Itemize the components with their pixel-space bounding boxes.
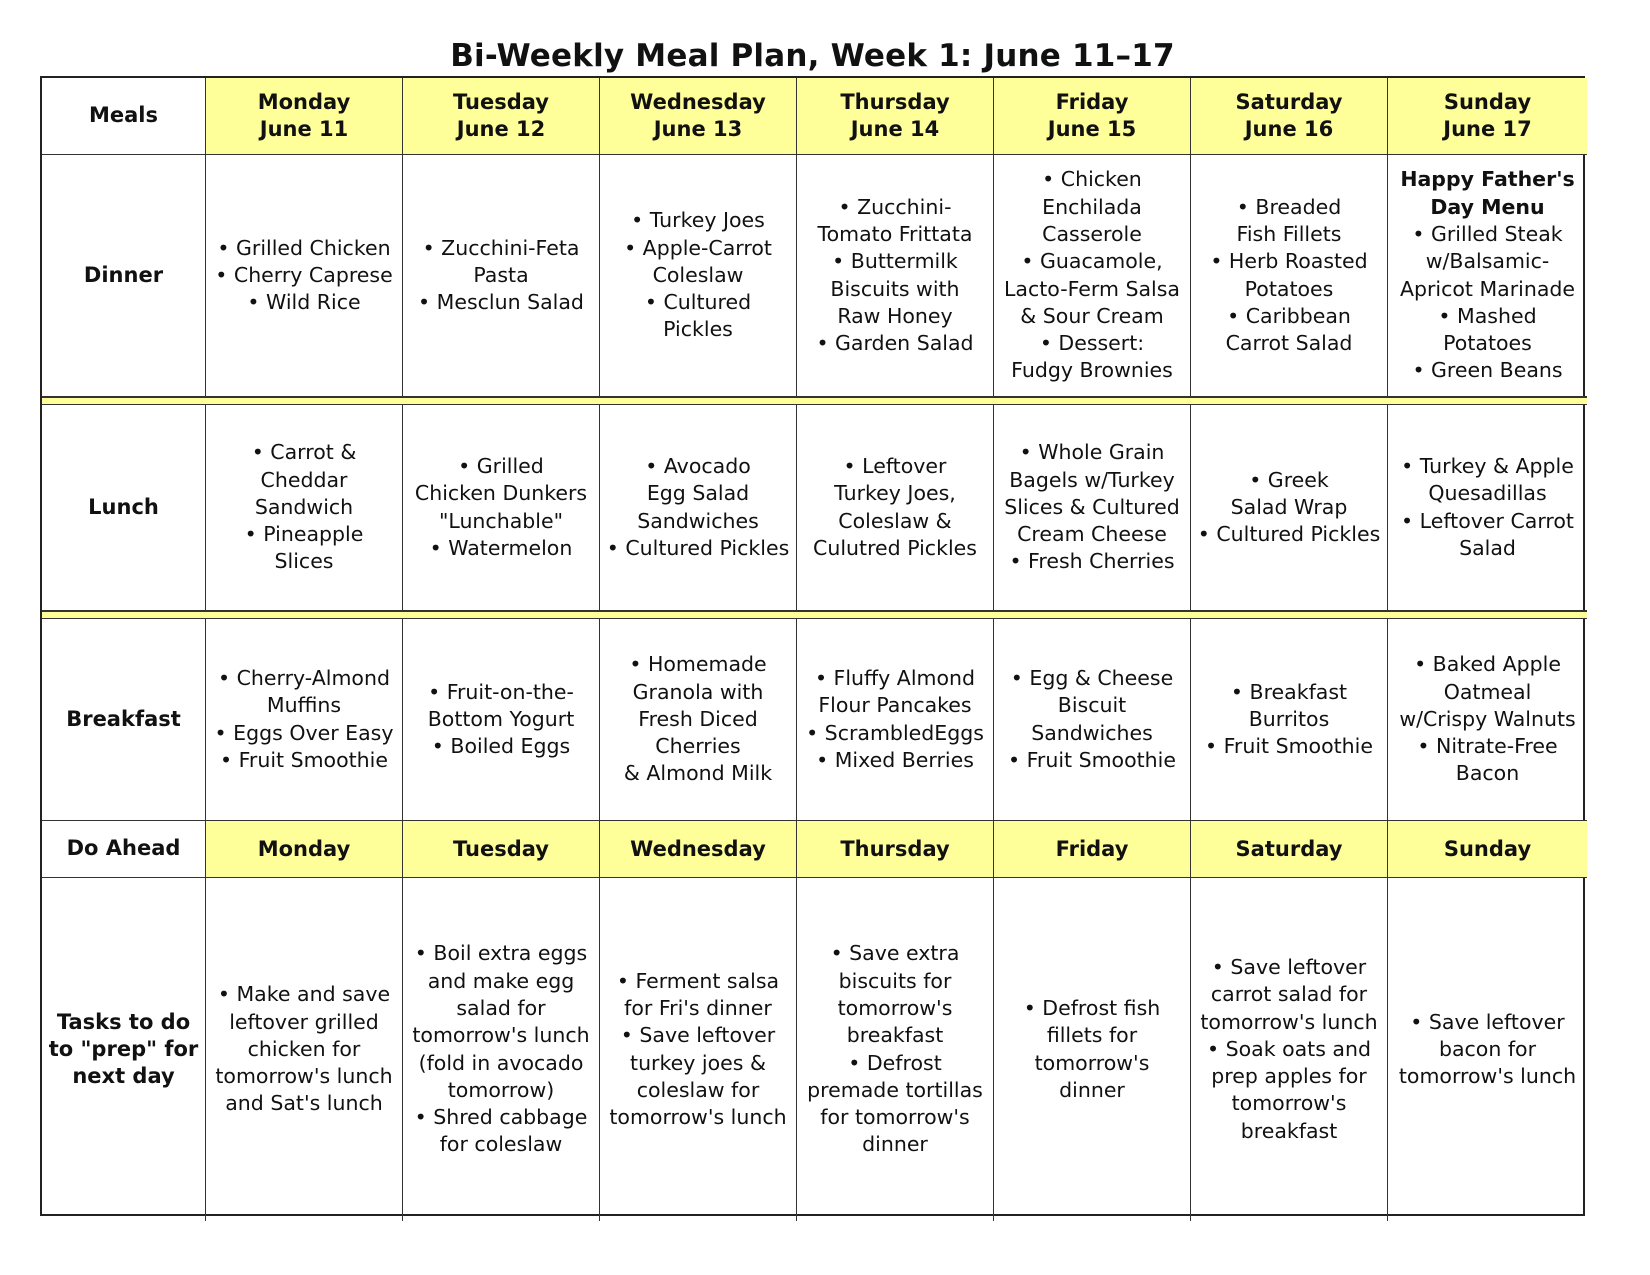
cell-line: Salad Wrap <box>1230 494 1348 519</box>
meals-header-cell <box>42 78 206 155</box>
do-ahead-day-saturday <box>1191 821 1388 878</box>
cell-line: • Save leftover <box>620 1023 776 1048</box>
cell-line: • Avocado <box>645 453 751 478</box>
task-cell <box>1388 878 1587 1221</box>
cell-line: • Guacamole, <box>1021 249 1163 274</box>
lunch-cell <box>206 405 403 611</box>
cell-line: • Mesclun Salad <box>418 290 584 315</box>
lunch-cell <box>1191 405 1388 611</box>
cell-line: • Mashed <box>1438 303 1537 328</box>
cell-line: • Cultured Pickles <box>1197 522 1381 547</box>
cell-line: turkey joes & <box>630 1050 766 1075</box>
day-date: June 16 <box>1244 117 1334 141</box>
cell-line: to "prep" for <box>48 1036 199 1061</box>
cell-line: (fold in avocado <box>418 1050 584 1075</box>
cell-line: tomorrow's lunch <box>215 1064 393 1089</box>
cell-line: • Homemade <box>629 652 767 677</box>
lunch-cell <box>797 405 994 611</box>
day-header-wednesday <box>600 78 797 155</box>
day-name: Saturday <box>1235 90 1343 114</box>
breakfast-cell <box>206 619 403 821</box>
cell-line: • Whole Grain <box>1019 440 1165 465</box>
cell-line: & Almond Milk <box>623 761 773 786</box>
cell-line: Cheddar <box>260 467 348 492</box>
cell-line: • Fluffy Almond <box>814 665 976 690</box>
tasks-row-label <box>42 878 206 1221</box>
cell-line: Muffins <box>266 693 342 718</box>
cell-line: Cream Cheese <box>1017 522 1167 547</box>
cell-line: • Ferment salsa <box>616 968 780 993</box>
day-name: Tuesday <box>453 836 549 861</box>
cell-line: w/Balsamic- <box>1425 249 1550 274</box>
cell-line: tomorrow) <box>447 1077 555 1102</box>
cell-line: • Cherry-Almond <box>218 665 390 690</box>
cell-line: dinner <box>1059 1077 1125 1102</box>
cell-line: Pickles <box>663 317 733 342</box>
cell-line: Sandwiches <box>637 508 759 533</box>
cell-line: tomorrow's <box>1231 1091 1347 1116</box>
task-cell <box>600 878 797 1221</box>
cell-line: chicken for <box>247 1036 361 1061</box>
cell-line: Culutred Pickles <box>813 535 977 560</box>
cell-line: • Fruit Smoothie <box>220 747 388 772</box>
cell-line: bacon for <box>1438 1036 1537 1061</box>
cell-line: • Leftover Carrot <box>1401 508 1574 533</box>
cell-line: • Save extra <box>830 941 960 966</box>
cell-line: Raw Honey <box>837 303 953 328</box>
day-date: June 15 <box>1047 117 1137 141</box>
day-date: June 17 <box>1443 117 1532 141</box>
cell-line: Potatoes <box>1244 276 1334 301</box>
cell-line: • Soak oats and <box>1206 1036 1371 1061</box>
cell-line: Biscuits with <box>830 276 960 301</box>
cell-line: Happy Father's <box>1400 167 1575 192</box>
cell-line: • Chicken <box>1042 167 1142 192</box>
breakfast-cell <box>600 619 797 821</box>
cell-line: Tomato Frittata <box>817 221 973 246</box>
row-label: Dinner <box>83 262 164 287</box>
breakfast-cell <box>797 619 994 821</box>
breakfast-cell <box>403 619 600 821</box>
day-name: Monday <box>257 836 351 861</box>
day-date: June 11 <box>259 117 349 141</box>
cell-line: Salad <box>1459 535 1516 560</box>
cell-line: Day Menu <box>1430 194 1545 219</box>
row-label: Breakfast <box>66 706 181 731</box>
cell-line: Bagels w/Turkey <box>1009 467 1175 492</box>
cell-line: • Watermelon <box>429 535 573 560</box>
cell-line: tomorrow's lunch <box>1200 1009 1378 1034</box>
dinner-row-label <box>42 155 206 397</box>
day-name: Tuesday <box>453 90 549 114</box>
cell-line: tomorrow's lunch <box>609 1105 787 1130</box>
breakfast-cell <box>994 619 1191 821</box>
lunch-cell <box>403 405 600 611</box>
dinner-cell <box>403 155 600 397</box>
day-name: Wednesday <box>630 90 766 114</box>
cell-line: • Boil extra eggs <box>414 941 588 966</box>
lunch-cell <box>1388 405 1587 611</box>
cell-line: • Defrost <box>848 1050 942 1075</box>
cell-line: • Herb Roasted <box>1210 249 1368 274</box>
cell-line: • Mixed Berries <box>816 747 974 772</box>
cell-line: • Fresh Cherries <box>1009 549 1175 574</box>
day-header-tuesday <box>403 78 600 155</box>
day-name: Saturday <box>1235 836 1343 861</box>
cell-line: Apricot Marinade <box>1399 276 1576 301</box>
row-separator <box>42 611 1587 619</box>
cell-line: Lacto-Ferm Salsa <box>1004 276 1180 301</box>
cell-line: • Garden Salad <box>816 331 974 356</box>
cell-line: • Pineapple <box>244 522 364 547</box>
cell-line: • Wild Rice <box>247 290 361 315</box>
cell-line: tomorrow's lunch <box>1398 1064 1577 1089</box>
cell-line: Chicken Dunkers <box>414 481 588 506</box>
cell-line: • Fruit Smoothie <box>1008 747 1176 772</box>
cell-line: "Lunchable" <box>438 508 564 533</box>
cell-line: & Sour Cream <box>1020 303 1164 328</box>
cell-line: Quesadillas <box>1428 481 1547 506</box>
cell-line: Fudgy Brownies <box>1011 358 1173 383</box>
cell-line: Flour Pancakes <box>818 693 972 718</box>
cell-line: Tasks to do <box>56 1009 191 1034</box>
dinner-cell <box>206 155 403 397</box>
cell-line: • Grilled <box>458 453 544 478</box>
cell-line: • Zucchini-Feta <box>422 235 580 260</box>
cell-line: • Save leftover <box>1211 954 1367 979</box>
cell-line: Oatmeal <box>1443 679 1532 704</box>
cell-line: w/Crispy Walnuts <box>1399 706 1576 731</box>
do-ahead-day-tuesday <box>403 821 600 878</box>
day-name: Friday <box>1055 836 1129 861</box>
do-ahead-day-monday <box>206 821 403 878</box>
day-date: June 13 <box>653 117 743 141</box>
dinner-cell <box>600 155 797 397</box>
cell-line: • Defrost fish <box>1023 995 1161 1020</box>
cell-line: Slices <box>274 549 334 574</box>
cell-line: • Caribbean <box>1227 303 1351 328</box>
cell-line: • Fruit Smoothie <box>1205 734 1373 759</box>
cell-line: • Egg & Cheese <box>1010 665 1174 690</box>
meal-plan-table <box>40 76 1585 1216</box>
cell-line: Burritos <box>1248 706 1330 731</box>
day-header-friday <box>994 78 1191 155</box>
day-name: Monday <box>257 90 351 114</box>
dinner-cell <box>797 155 994 397</box>
cell-line: • Breakfast <box>1230 679 1348 704</box>
meals-label: Meals <box>88 103 158 128</box>
cell-line: premade tortillas <box>807 1077 983 1102</box>
cell-line: • Save leftover <box>1410 1009 1565 1034</box>
cell-line: Enchilada <box>1042 194 1142 219</box>
cell-line: • Nitrate-Free <box>1417 734 1558 759</box>
cell-line: • ScrambledEggs <box>806 720 984 745</box>
cell-line: • Baked Apple <box>1414 652 1561 677</box>
cell-line: Carrot Salad <box>1225 331 1353 356</box>
do-ahead-day-sunday <box>1388 821 1587 878</box>
cell-line: tomorrow's lunch <box>412 1023 590 1048</box>
cell-line: Bottom Yogurt <box>427 706 575 731</box>
cell-line: breakfast <box>846 1023 944 1048</box>
cell-line: • Cherry Caprese <box>215 262 393 287</box>
cell-line: • Breaded <box>1236 194 1342 219</box>
cell-line: Fresh Diced <box>638 706 758 731</box>
cell-line: • Make and save <box>217 982 391 1007</box>
day-name: Sunday <box>1443 836 1532 861</box>
cell-line: carrot salad for <box>1210 982 1368 1007</box>
row-separator <box>42 397 1587 405</box>
cell-line: tomorrow's <box>1034 1050 1150 1075</box>
row-label: Lunch <box>88 494 159 519</box>
cell-line: Coleslaw <box>652 262 744 287</box>
cell-line: • Grilled Chicken <box>217 235 391 260</box>
task-cell <box>797 878 994 1221</box>
cell-line: tomorrow's <box>837 995 953 1020</box>
cell-line: Egg Salad <box>646 481 750 506</box>
cell-line: for tomorrow's <box>820 1105 970 1130</box>
cell-line: Sandwiches <box>1031 720 1153 745</box>
cell-line: breakfast <box>1240 1118 1338 1143</box>
dinner-cell <box>1191 155 1388 397</box>
cell-line: Sandwich <box>254 494 354 519</box>
day-header-thursday <box>797 78 994 155</box>
cell-line: biscuits for <box>838 968 952 993</box>
day-date: June 12 <box>456 117 546 141</box>
cell-line: dinner <box>862 1132 928 1157</box>
page-title: Bi-Weekly Meal Plan, Week 1: June 11–17 <box>450 38 1175 74</box>
cell-line: Bacon <box>1455 761 1520 786</box>
cell-line: • Turkey & Apple <box>1401 453 1574 478</box>
cell-line: • Fruit-on-the- <box>428 679 574 704</box>
cell-line: Casserole <box>1042 221 1142 246</box>
cell-line: salad for <box>456 995 546 1020</box>
day-name: Thursday <box>840 836 950 861</box>
task-cell <box>994 878 1191 1221</box>
do-ahead-day-friday <box>994 821 1191 878</box>
cell-line: Coleslaw & <box>838 508 952 533</box>
cell-line: Pasta <box>473 262 529 287</box>
cell-line: leftover grilled <box>229 1009 379 1034</box>
cell-line: Granola with <box>632 679 764 704</box>
day-header-sunday <box>1388 78 1587 155</box>
cell-line: Slices & Cultured <box>1004 494 1180 519</box>
cell-line: • Turkey Joes <box>631 208 765 233</box>
cell-line: Cherries <box>655 734 741 759</box>
dinner-cell <box>1388 155 1587 397</box>
cell-line: coleslaw for <box>636 1077 760 1102</box>
cell-line: • Cultured <box>644 290 752 315</box>
lunch-cell <box>994 405 1191 611</box>
cell-line: • Grilled Steak <box>1412 221 1563 246</box>
cell-line: next day <box>72 1064 175 1089</box>
cell-line: prep apples for <box>1211 1064 1367 1089</box>
cell-line: • Leftover <box>843 453 947 478</box>
do-ahead-label <box>42 821 206 878</box>
day-name: Thursday <box>840 90 950 114</box>
cell-line: Potatoes <box>1443 331 1532 356</box>
breakfast-cell <box>1191 619 1388 821</box>
cell-line: for coleslaw <box>439 1132 563 1157</box>
breakfast-row-label <box>42 619 206 821</box>
day-date: June 14 <box>850 117 940 141</box>
cell-line: • Buttermilk <box>832 249 958 274</box>
day-name: Friday <box>1055 90 1129 114</box>
cell-line: • Zucchini- <box>838 194 952 219</box>
do-ahead-day-thursday <box>797 821 994 878</box>
cell-line: Turkey Joes, <box>834 481 956 506</box>
cell-line: for Fri's dinner <box>624 995 772 1020</box>
row-label: Do Ahead <box>66 836 181 861</box>
task-cell <box>403 878 600 1221</box>
task-cell <box>206 878 403 1221</box>
cell-line: Fish Fillets <box>1236 221 1342 246</box>
task-cell <box>1191 878 1388 1221</box>
day-header-monday <box>206 78 403 155</box>
cell-line: Biscuit <box>1057 693 1127 718</box>
cell-line: • Shred cabbage <box>414 1105 588 1130</box>
cell-line: • Greek <box>1249 467 1329 492</box>
day-name: Wednesday <box>630 836 766 861</box>
dinner-cell <box>994 155 1191 397</box>
breakfast-cell <box>1388 619 1587 821</box>
cell-line: fillets for <box>1046 1023 1138 1048</box>
lunch-row-label <box>42 405 206 611</box>
cell-line: and make egg <box>427 968 575 993</box>
cell-line: • Eggs Over Easy <box>214 720 394 745</box>
day-header-saturday <box>1191 78 1388 155</box>
cell-line: • Dessert: <box>1039 331 1145 356</box>
cell-line: • Green Beans <box>1412 358 1563 383</box>
cell-line: and Sat's lunch <box>225 1091 383 1116</box>
lunch-cell <box>600 405 797 611</box>
cell-line: • Carrot & <box>251 440 357 465</box>
cell-line: • Cultured Pickles <box>606 535 790 560</box>
cell-line: • Apple-Carrot <box>624 235 772 260</box>
cell-line: • Boiled Eggs <box>431 734 571 759</box>
day-name: Sunday <box>1443 90 1532 114</box>
do-ahead-day-wednesday <box>600 821 797 878</box>
